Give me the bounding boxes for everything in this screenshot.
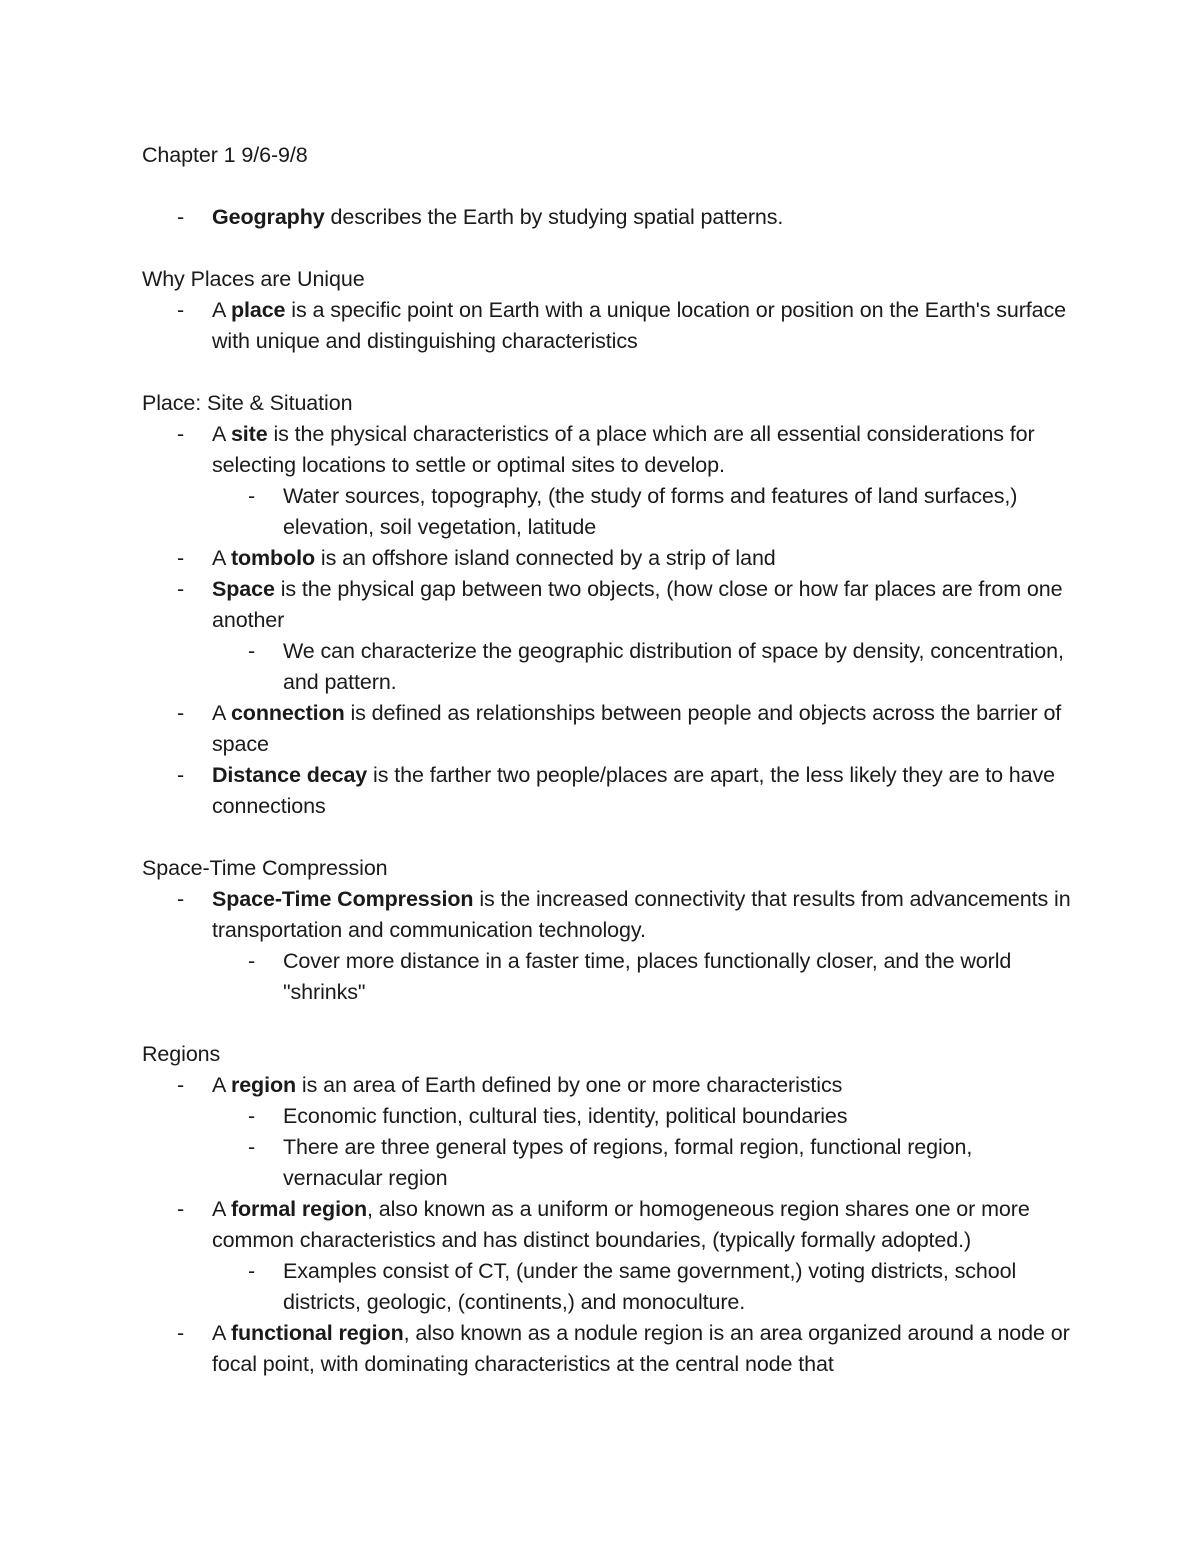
sub-bullet-text: Water sources, topography, (the study of forms and features of land surfaces,) elevation, soil vegetation, latitude: [283, 484, 1018, 539]
definition-text: describes the Earth by studying spatial patterns.: [324, 205, 784, 229]
bullet-space: [142, 574, 1072, 636]
bullet-dash: -: [177, 205, 185, 229]
bullet-site: - A site is the physical characteristics of a place which are all essential considerations for selecting locations to settle or optimal sites to develop.: [142, 419, 1072, 481]
bullet-place: - A place is a specific point on Earth with a unique location or position on the Earth's surface with unique and distinguishing characteristics: [142, 295, 1072, 357]
sub-bullet-region-2: [142, 1132, 1072, 1194]
bullet-region: - A region is an area of Earth defined by one or more characteristics: [142, 1070, 1072, 1101]
sub-bullet-region-1: [142, 1101, 1072, 1132]
sub-bullet-compression: [142, 946, 1072, 1008]
bullet-dash: -: [177, 577, 185, 601]
bullet-dash: -: [177, 298, 185, 322]
bullet-dash: -: [248, 949, 256, 973]
term-space-time-compression: Space-Time Compression: [212, 887, 474, 911]
definition-text: , also known as a nodule region is an area organized around a node or focal point, with dominating characteristics at the central node that: [212, 1321, 1070, 1376]
term-geography: Geography: [212, 205, 325, 229]
sub-bullet-formal-region: [142, 1256, 1072, 1318]
sub-bullet-site: [142, 481, 1072, 543]
bullet-dash: -: [177, 1321, 185, 1345]
definition-text: is defined as relationships between people and objects across the barrier of space: [212, 701, 1062, 756]
bullet-space-time-compression: [142, 884, 1072, 946]
bullet-dash: -: [177, 1197, 185, 1221]
bullet-formal-region: - A formal region, also known as a uniform or homogeneous region shares one or more common characteristics and has distinct boundaries, (typically formally adopted.): [142, 1194, 1072, 1256]
chapter-title: Chapter 1 9/6-9/8: [142, 143, 308, 167]
definition-text: is the physical gap between two objects, (how close or how far places are from one another: [212, 577, 1063, 632]
bullet-distance-decay: [142, 760, 1072, 822]
bullet-dash: -: [177, 1073, 185, 1097]
bullet-functional-region: - A functional region, also known as a nodule region is an area organized around a node or focal point, with dominating characteristics at the central node that: [142, 1318, 1072, 1380]
sub-bullet-text: Economic function, cultural ties, identity, political boundaries: [283, 1104, 848, 1128]
bullet-dash: -: [177, 546, 185, 570]
bullet-geography: [142, 202, 1072, 233]
section-heading-compression: Space-Time Compression: [142, 856, 388, 880]
term-functional-region: functional region: [230, 1321, 404, 1345]
sub-bullet-text: We can characterize the geographic distribution of space by density, concentration, and pattern.: [283, 639, 1064, 694]
term-tombolo: tombolo: [230, 546, 316, 570]
bullet-dash: -: [177, 701, 185, 725]
term-formal-region: formal region: [230, 1197, 368, 1221]
section-heading-regions: Regions: [142, 1042, 221, 1066]
sub-bullet-text: Examples consist of CT, (under the same government,) voting districts, school districts, geologic, (continents,) and monoculture.: [283, 1259, 1017, 1314]
bullet-dash: -: [248, 639, 256, 663]
term-connection: connection: [230, 701, 345, 725]
term-distance-decay: Distance decay: [212, 763, 368, 787]
section-heading-unique: Why Places are Unique: [142, 267, 365, 291]
bullet-dash: -: [248, 1104, 256, 1128]
term-space: Space: [212, 577, 275, 601]
definition-text: , also known as a uniform or homogeneous region shares one or more common characteristics and has distinct boundaries, (typically formally adopted.): [212, 1197, 1030, 1252]
definition-text: is an offshore island connected by a strip of land: [315, 546, 776, 570]
sub-bullet-text: There are three general types of regions, formal region, functional region, vernacular region: [283, 1135, 973, 1190]
bullet-dash: -: [248, 484, 256, 508]
term-region: region: [230, 1073, 297, 1097]
definition-text: is a specific point on Earth with a unique location or position on the Earth's surface with unique and distinguishing characteristics: [212, 298, 1067, 353]
bullet-tombolo: - A tombolo is an offshore island connected by a strip of land: [142, 543, 1072, 574]
definition-text: is the farther two people/places are apart, the less likely they are to have connections: [212, 763, 1056, 818]
bullet-dash: -: [177, 887, 185, 911]
bullet-dash: -: [177, 422, 185, 446]
bullet-dash: -: [248, 1259, 256, 1283]
sub-bullet-text: Cover more distance in a faster time, places functionally closer, and the world "shrinks": [283, 949, 1012, 1004]
bullet-dash: -: [177, 763, 185, 787]
bullet-dash: -: [248, 1135, 256, 1159]
definition-text: is the physical characteristics of a place which are all essential considerations for selecting locations to settle or optimal sites to develop.: [212, 422, 1035, 477]
term-place: place: [230, 298, 286, 322]
term-site: site: [230, 422, 268, 446]
definition-text: is an area of Earth defined by one or more characteristics: [296, 1073, 843, 1097]
document-body: [142, 140, 1072, 1380]
bullet-connection: - A connection is defined as relationships between people and objects across the barrier of space: [142, 698, 1072, 760]
definition-text: is the increased connectivity that results from advancements in transportation and communication technology.: [212, 887, 1071, 942]
sub-bullet-space: [142, 636, 1072, 698]
section-heading-site-situation: Place: Site & Situation: [142, 391, 353, 415]
